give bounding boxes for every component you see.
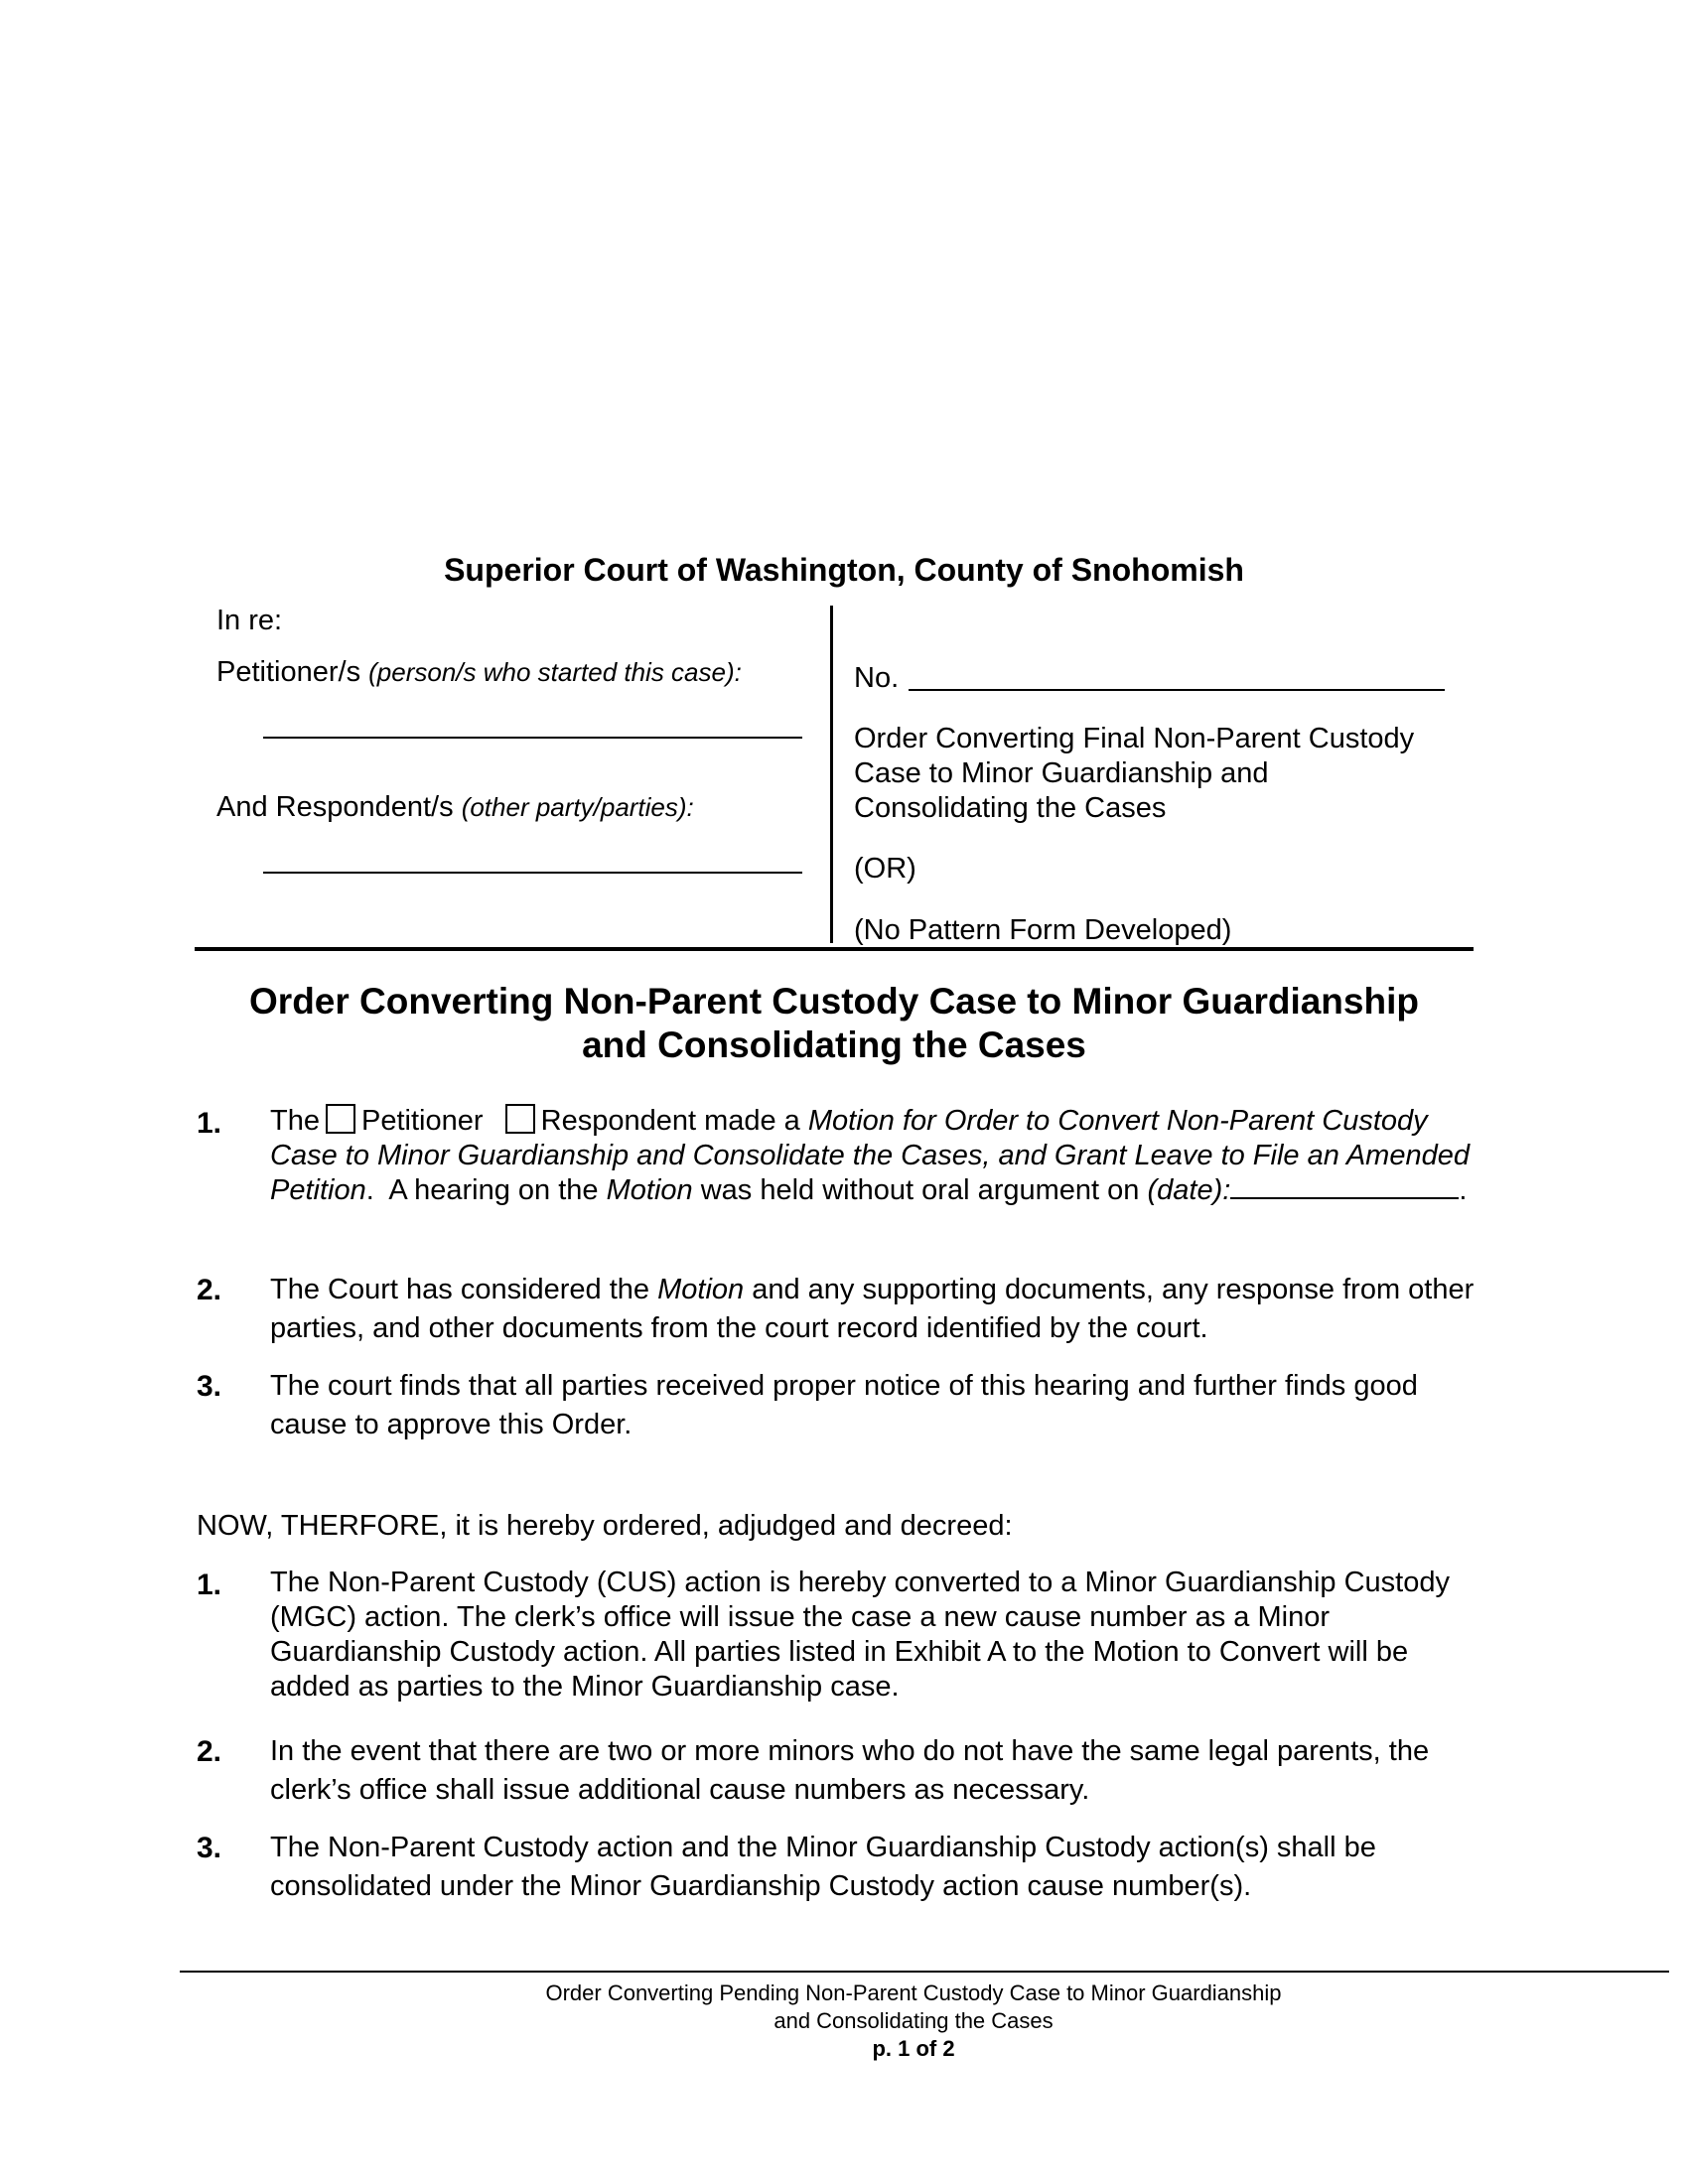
finding-1-end: . <box>1459 1174 1468 1206</box>
finding-1-petitioner-label: Petitioner <box>360 1105 484 1137</box>
footer <box>417 1979 1410 2063</box>
finding-2-text-a: The Court has considered the <box>270 1274 650 1305</box>
order-2-text: In the event that there are two or more minors who do not have the same legal parents, the clerk’s office shall issue additional cause numbers as necessary. <box>270 1735 1430 1806</box>
order-1-text: The Non-Parent Custody (CUS) action is hereby converted to a Minor Guardianship Custody (MGC) action. The clerk’s office will issue the case a new cause number as a Minor Guardianship Custody action. All parties listed in Exhibit A to the Motion to Convert will be added as parties to the Minor Guardianship case. <box>270 1567 1450 1703</box>
petitioner-checkbox[interactable] <box>326 1104 355 1134</box>
respondent-name-field[interactable] <box>263 872 802 874</box>
respondent-checkbox[interactable] <box>505 1104 535 1134</box>
finding-2-text <box>270 1271 1481 1348</box>
finding-2-motion-word: Motion <box>657 1274 745 1305</box>
order-2-number: 2. <box>197 1735 222 1768</box>
caption-divider <box>830 606 833 943</box>
footer-line1: Order Converting Pending Non-Parent Custody Case to Minor Guardianship <box>545 1980 1282 2005</box>
finding-2-text-b: and any supporting documents, any response from other parties, and other documents from the court record identified by the court. <box>270 1274 1475 1344</box>
respondent-label <box>216 789 694 825</box>
caption-doc-title-line1: Order Converting Final Non-Parent Custody <box>854 723 1415 754</box>
finding-3-number: 3. <box>197 1370 222 1403</box>
order-1-number: 1. <box>197 1569 222 1601</box>
main-title-line1: Order Converting Non-Parent Custody Case to Minor Guardianship <box>249 981 1419 1022</box>
respondent-label-text: And Respondent/s <box>216 791 454 823</box>
petitioner-label-text: Petitioner/s <box>216 656 361 688</box>
caption-doc-title <box>854 722 1414 826</box>
footer-rule <box>180 1971 1669 1973</box>
finding-2-number: 2. <box>197 1274 222 1306</box>
hearing-date-label: (date): <box>1147 1174 1231 1206</box>
finding-1-period: . <box>365 1174 374 1206</box>
finding-1-the: The <box>270 1105 320 1137</box>
case-number-field[interactable] <box>909 689 1445 691</box>
order-3-number: 3. <box>197 1832 222 1864</box>
page-number: p. 1 of 2 <box>872 2036 955 2061</box>
finding-1-motion-title: Motion for Order to Convert Non-Parent Custody Case to Minor Guardianship and Consolidate the Cases, and Grant Leave to File an Amended Petition <box>270 1105 1470 1206</box>
pattern-form-note: (No Pattern Form Developed) <box>854 914 1232 946</box>
petitioner-name-field[interactable] <box>263 737 802 739</box>
order-3-text: The Non-Parent Custody action and the Minor Guardianship Custody action(s) shall be consolidated under the Minor Guardianship Custody action cause number(s). <box>270 1832 1376 1902</box>
caption-doc-title-line2: Case to Minor Guardianship and <box>854 757 1269 789</box>
footer-line2: and Consolidating the Cases <box>774 2008 1054 2033</box>
finding-1-text <box>270 1104 1481 1208</box>
finding-3-text: The court finds that all parties received proper notice of this hearing and further finds good cause to approve this Order. <box>270 1370 1418 1440</box>
caption-bottom-rule <box>195 947 1474 951</box>
main-title <box>199 980 1470 1067</box>
respondent-hint: (other party/parties): <box>461 792 694 822</box>
finding-1-number: 1. <box>197 1107 222 1140</box>
finding-1-respondent-label: Respondent made a <box>540 1105 800 1137</box>
main-title-line2: and Consolidating the Cases <box>582 1024 1086 1065</box>
or-label: (OR) <box>854 853 916 885</box>
hearing-date-field[interactable] <box>1230 1173 1459 1199</box>
case-number-label: No. <box>854 662 900 694</box>
petitioner-label <box>216 654 742 690</box>
petitioner-hint: (person/s who started this case): <box>368 657 742 687</box>
court-title: Superior Court of Washington, County of Snohomish <box>444 552 1244 588</box>
caption-doc-title-line3: Consolidating the Cases <box>854 792 1167 824</box>
now-therefore-text: NOW, THERFORE, it is hereby ordered, adjudged and decreed: <box>197 1510 1013 1542</box>
in-re-label: In re: <box>216 605 283 636</box>
finding-1-hearing-text-b: was held without oral argument on <box>700 1174 1140 1206</box>
finding-1-motion-word: Motion <box>606 1174 693 1206</box>
finding-1-hearing-text-a: A hearing on the <box>388 1174 599 1206</box>
